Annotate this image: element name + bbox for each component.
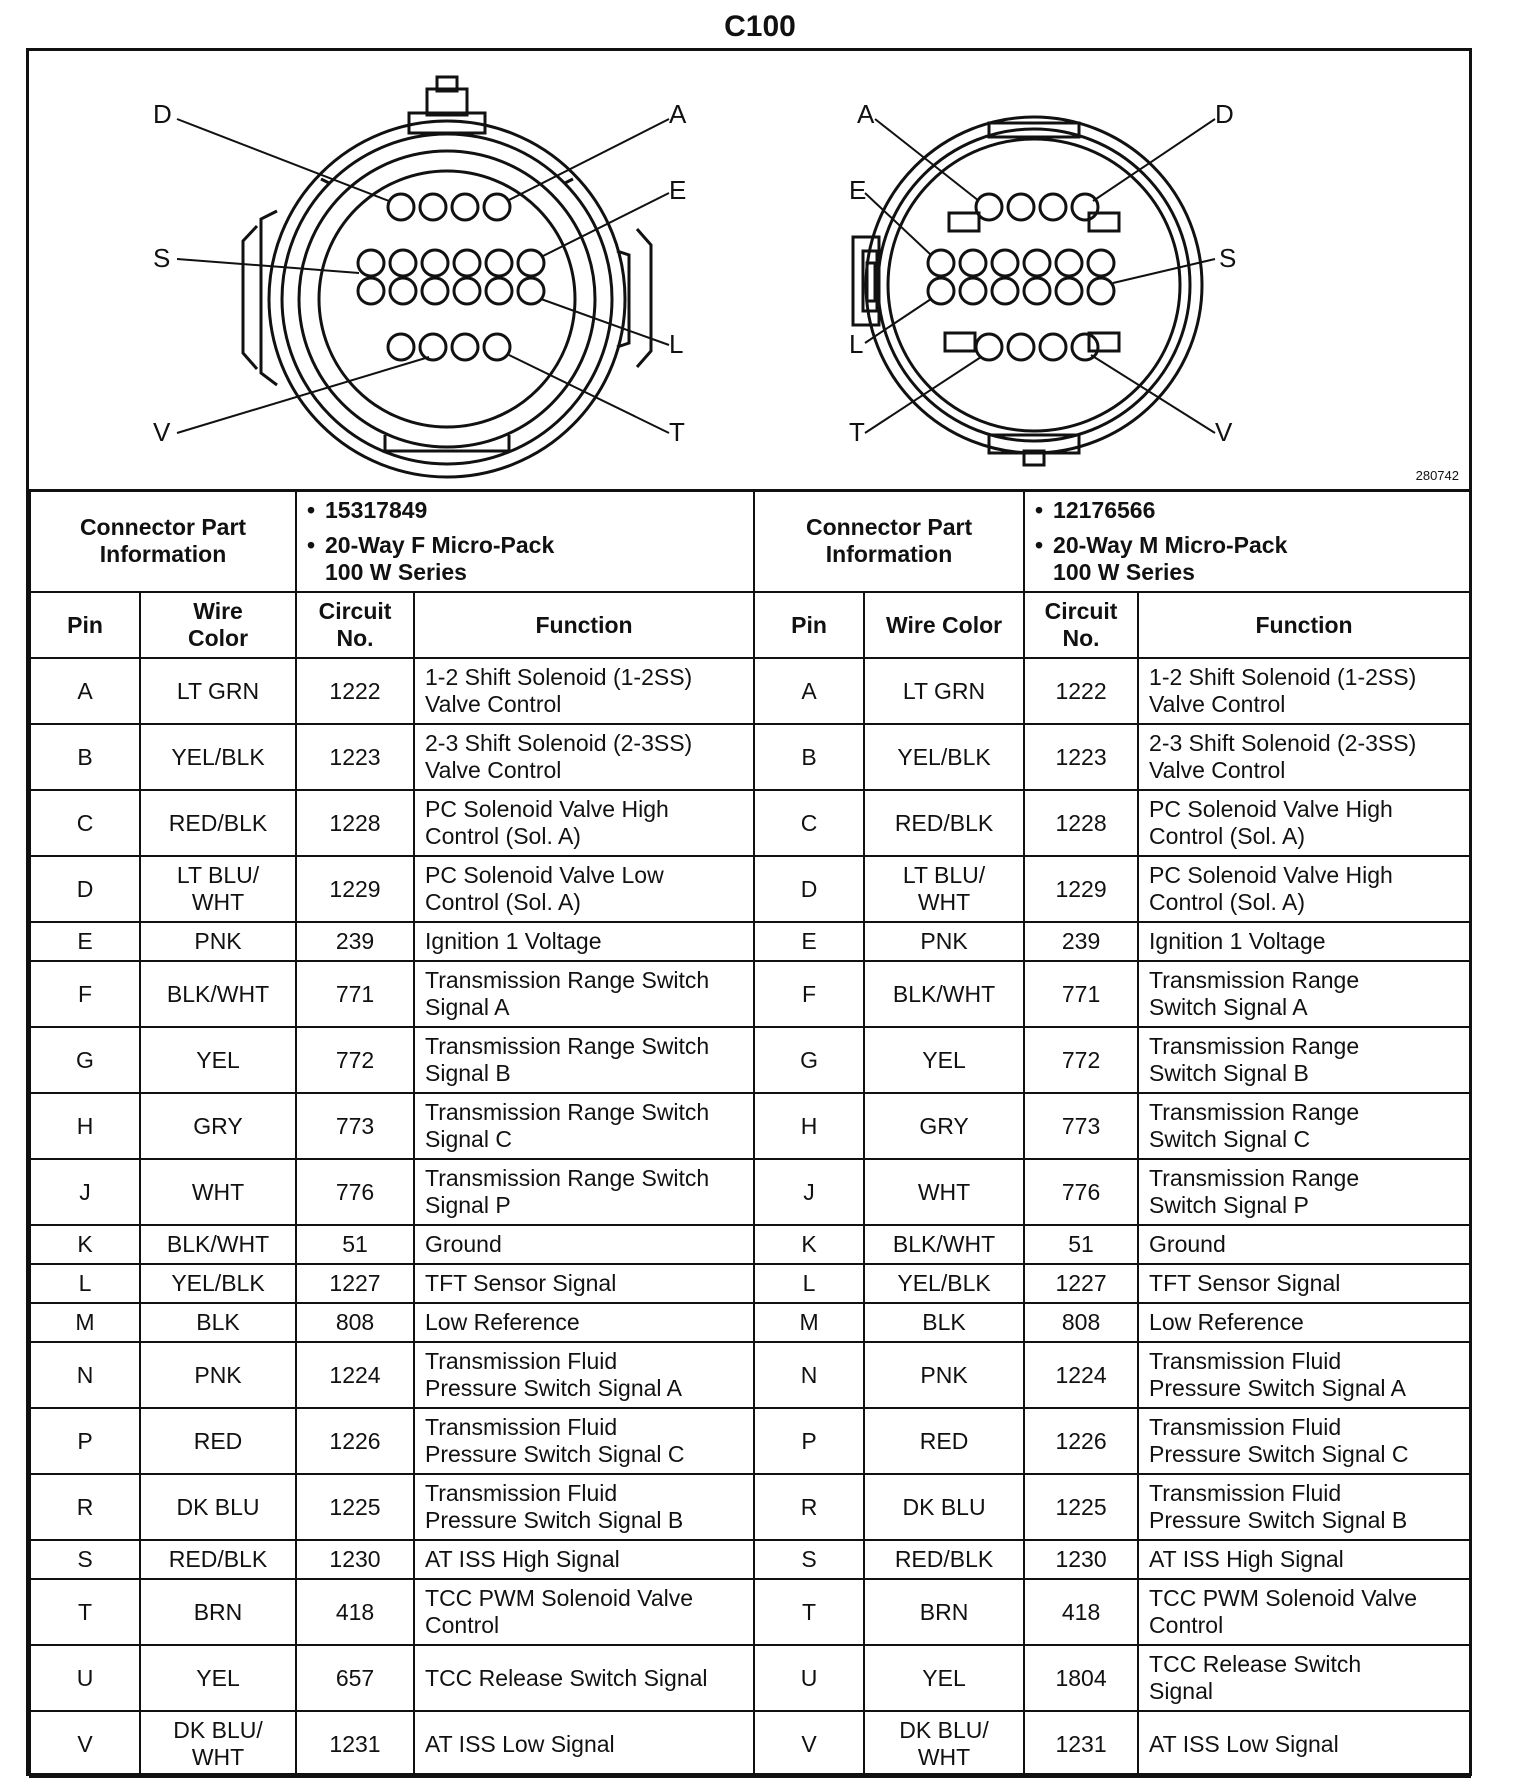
table-row bbox=[30, 1303, 1470, 1342]
right-function-cell: Transmission Range Switch Signal C bbox=[1138, 1093, 1470, 1159]
left-wire-color-cell: RED/BLK bbox=[140, 1540, 296, 1579]
left-wire-color-cell: LT BLU/ WHT bbox=[140, 856, 296, 922]
left-description-line1: 20-Way F Micro-Pack bbox=[325, 531, 555, 558]
left-function-cell: Transmission Fluid Pressure Switch Signal B bbox=[414, 1474, 754, 1540]
left-function-cell: Transmission Fluid Pressure Switch Signal C bbox=[414, 1408, 754, 1474]
table-row bbox=[30, 1474, 1470, 1540]
left-pin-cell: A bbox=[30, 658, 140, 724]
male-label-t: T bbox=[849, 417, 865, 447]
right-function-cell: PC Solenoid Valve High Control (Sol. A) bbox=[1138, 856, 1470, 922]
left-pin-cell: M bbox=[30, 1303, 140, 1342]
right-circuit-cell: 1225 bbox=[1024, 1474, 1138, 1540]
right-wire-color-cell: RED/BLK bbox=[864, 790, 1024, 856]
right-circuit-cell: 1222 bbox=[1024, 658, 1138, 724]
female-label-a: A bbox=[669, 99, 687, 129]
right-wire-color-cell: PNK bbox=[864, 922, 1024, 961]
right-pin-cell: C bbox=[754, 790, 864, 856]
left-function-cell: PC Solenoid Valve Low Control (Sol. A) bbox=[414, 856, 754, 922]
left-wire-color-cell: YEL/BLK bbox=[140, 724, 296, 790]
table-row bbox=[30, 1342, 1470, 1408]
right-circuit-cell: 1230 bbox=[1024, 1540, 1138, 1579]
left-circuit-cell: 771 bbox=[296, 961, 414, 1027]
left-description-line2: 100 W Series bbox=[325, 558, 467, 585]
right-function-cell: TCC PWM Solenoid Valve Control bbox=[1138, 1579, 1470, 1645]
left-wire-color-cell: BLK/WHT bbox=[140, 1225, 296, 1264]
left-pin-cell: K bbox=[30, 1225, 140, 1264]
table-row bbox=[30, 1540, 1470, 1579]
right-description-line2: 100 W Series bbox=[1053, 558, 1195, 585]
left-function-cell: TCC Release Switch Signal bbox=[414, 1645, 754, 1711]
table-row bbox=[30, 1264, 1470, 1303]
pinout-table bbox=[29, 489, 1471, 1778]
male-label-a: A bbox=[857, 99, 875, 129]
table-row bbox=[30, 961, 1470, 1027]
right-circuit-cell: 808 bbox=[1024, 1303, 1138, 1342]
left-circuit-cell: 1222 bbox=[296, 658, 414, 724]
left-circuit-cell: 239 bbox=[296, 922, 414, 961]
left-pin-cell: H bbox=[30, 1093, 140, 1159]
female-label-v: V bbox=[153, 417, 171, 447]
left-circuit-cell: 773 bbox=[296, 1093, 414, 1159]
left-circuit-cell: 772 bbox=[296, 1027, 414, 1093]
table-row bbox=[30, 1027, 1470, 1093]
right-circuit-cell: 1223 bbox=[1024, 724, 1138, 790]
right-function-cell: Transmission Range Switch Signal P bbox=[1138, 1159, 1470, 1225]
left-function-cell: AT ISS Low Signal bbox=[414, 1711, 754, 1777]
right-function-cell: Transmission Range Switch Signal A bbox=[1138, 961, 1470, 1027]
left-wire-color-cell: PNK bbox=[140, 1342, 296, 1408]
right-pin-cell: T bbox=[754, 1579, 864, 1645]
right-wire-color-cell: DK BLU bbox=[864, 1474, 1024, 1540]
right-function-cell: 2-3 Shift Solenoid (2-3SS) Valve Control bbox=[1138, 724, 1470, 790]
right-circuit-cell: 1227 bbox=[1024, 1264, 1138, 1303]
right-circuit-cell: 1231 bbox=[1024, 1711, 1138, 1777]
table-row bbox=[30, 1159, 1470, 1225]
male-label-s: S bbox=[1219, 243, 1237, 273]
right-pin-cell: K bbox=[754, 1225, 864, 1264]
table-row bbox=[30, 922, 1470, 961]
left-function-cell: Transmission Range Switch Signal B bbox=[414, 1027, 754, 1093]
header-pin-right: Pin bbox=[754, 592, 864, 658]
left-wire-color-cell: BLK/WHT bbox=[140, 961, 296, 1027]
right-pin-cell: V bbox=[754, 1711, 864, 1777]
table-row bbox=[30, 1408, 1470, 1474]
left-wire-color-cell: BLK bbox=[140, 1303, 296, 1342]
right-circuit-cell: 771 bbox=[1024, 961, 1138, 1027]
left-pin-cell: P bbox=[30, 1408, 140, 1474]
right-pin-cell: S bbox=[754, 1540, 864, 1579]
header-function: Function bbox=[414, 592, 754, 658]
table-row bbox=[30, 724, 1470, 790]
right-circuit-cell: 1226 bbox=[1024, 1408, 1138, 1474]
right-function-cell: TCC Release Switch Signal bbox=[1138, 1645, 1470, 1711]
header-circuit: Circuit No. bbox=[296, 592, 414, 658]
right-wire-color-cell: YEL/BLK bbox=[864, 1264, 1024, 1303]
right-wire-color-cell: YEL/BLK bbox=[864, 724, 1024, 790]
right-function-cell: PC Solenoid Valve High Control (Sol. A) bbox=[1138, 790, 1470, 856]
left-circuit-cell: 1224 bbox=[296, 1342, 414, 1408]
right-part-info: • 12176566 • 20-Way M Micro-Pack 100 W Series bbox=[1024, 490, 1470, 592]
left-function-cell: Ignition 1 Voltage bbox=[414, 922, 754, 961]
male-label-e: E bbox=[849, 175, 867, 205]
table-row bbox=[30, 1225, 1470, 1264]
right-function-cell: Ground bbox=[1138, 1225, 1470, 1264]
connector-diagram bbox=[29, 51, 1469, 492]
right-circuit-cell: 776 bbox=[1024, 1159, 1138, 1225]
connector-info-row bbox=[30, 490, 1470, 592]
left-pin-cell: L bbox=[30, 1264, 140, 1303]
left-pin-cell: V bbox=[30, 1711, 140, 1777]
female-connector-face bbox=[243, 77, 651, 477]
right-circuit-cell: 1229 bbox=[1024, 856, 1138, 922]
left-circuit-cell: 418 bbox=[296, 1579, 414, 1645]
left-function-cell: TCC PWM Solenoid Valve Control bbox=[414, 1579, 754, 1645]
table-row bbox=[30, 856, 1470, 922]
left-wire-color-cell: RED/BLK bbox=[140, 790, 296, 856]
left-wire-color-cell: BRN bbox=[140, 1579, 296, 1645]
right-pin-cell: H bbox=[754, 1093, 864, 1159]
right-circuit-cell: 772 bbox=[1024, 1027, 1138, 1093]
right-pin-cell: M bbox=[754, 1303, 864, 1342]
right-wire-color-cell: YEL bbox=[864, 1645, 1024, 1711]
right-function-cell: Transmission Fluid Pressure Switch Signal C bbox=[1138, 1408, 1470, 1474]
left-function-cell: Transmission Fluid Pressure Switch Signal A bbox=[414, 1342, 754, 1408]
right-function-cell: 1-2 Shift Solenoid (1-2SS) Valve Control bbox=[1138, 658, 1470, 724]
right-wire-color-cell: LT GRN bbox=[864, 658, 1024, 724]
left-function-cell: 2-3 Shift Solenoid (2-3SS) Valve Control bbox=[414, 724, 754, 790]
left-wire-color-cell: DK BLU bbox=[140, 1474, 296, 1540]
connector-face-views bbox=[29, 51, 1469, 489]
male-label-l: L bbox=[849, 329, 864, 359]
table-row bbox=[30, 1579, 1470, 1645]
right-wire-color-cell: RED bbox=[864, 1408, 1024, 1474]
header-circuit-right: Circuit No. bbox=[1024, 592, 1138, 658]
table-row bbox=[30, 1645, 1470, 1711]
right-pin-cell: N bbox=[754, 1342, 864, 1408]
left-function-cell: AT ISS High Signal bbox=[414, 1540, 754, 1579]
left-circuit-cell: 51 bbox=[296, 1225, 414, 1264]
right-circuit-cell: 418 bbox=[1024, 1579, 1138, 1645]
right-wire-color-cell: PNK bbox=[864, 1342, 1024, 1408]
left-wire-color-cell: PNK bbox=[140, 922, 296, 961]
left-function-cell: Transmission Range Switch Signal C bbox=[414, 1093, 754, 1159]
left-wire-color-cell: LT GRN bbox=[140, 658, 296, 724]
table-row bbox=[30, 658, 1470, 724]
column-header-row bbox=[30, 592, 1470, 658]
right-pin-cell: A bbox=[754, 658, 864, 724]
right-circuit-cell: 1804 bbox=[1024, 1645, 1138, 1711]
right-description-line1: 20-Way M Micro-Pack bbox=[1053, 531, 1288, 558]
left-circuit-cell: 1231 bbox=[296, 1711, 414, 1777]
left-circuit-cell: 1230 bbox=[296, 1540, 414, 1579]
left-pin-cell: C bbox=[30, 790, 140, 856]
left-circuit-cell: 1228 bbox=[296, 790, 414, 856]
left-pin-cell: J bbox=[30, 1159, 140, 1225]
table-row bbox=[30, 1711, 1470, 1777]
left-circuit-cell: 1225 bbox=[296, 1474, 414, 1540]
left-pin-cell: S bbox=[30, 1540, 140, 1579]
right-circuit-cell: 773 bbox=[1024, 1093, 1138, 1159]
left-wire-color-cell: RED bbox=[140, 1408, 296, 1474]
right-pin-cell: F bbox=[754, 961, 864, 1027]
left-circuit-cell: 1227 bbox=[296, 1264, 414, 1303]
header-wire-color: Wire Color bbox=[140, 592, 296, 658]
left-circuit-cell: 776 bbox=[296, 1159, 414, 1225]
male-label-d: D bbox=[1215, 99, 1234, 129]
left-pin-cell: N bbox=[30, 1342, 140, 1408]
left-part-number: 15317849 bbox=[325, 496, 428, 523]
female-label-t: T bbox=[669, 417, 685, 447]
female-connector-pins bbox=[358, 194, 544, 360]
header-function-right: Function bbox=[1138, 592, 1470, 658]
right-function-cell: AT ISS High Signal bbox=[1138, 1540, 1470, 1579]
header-wire-color-right: Wire Color bbox=[864, 592, 1024, 658]
right-pin-cell: L bbox=[754, 1264, 864, 1303]
female-label-d: D bbox=[153, 99, 172, 129]
table-row bbox=[30, 790, 1470, 856]
left-pin-cell: R bbox=[30, 1474, 140, 1540]
right-wire-color-cell: BLK/WHT bbox=[864, 961, 1024, 1027]
male-connector-face bbox=[853, 117, 1202, 465]
female-leader-lines bbox=[177, 119, 669, 433]
left-pin-cell: E bbox=[30, 922, 140, 961]
left-wire-color-cell: YEL bbox=[140, 1027, 296, 1093]
left-pin-cell: B bbox=[30, 724, 140, 790]
right-pin-cell: J bbox=[754, 1159, 864, 1225]
male-connector-pins bbox=[928, 194, 1114, 360]
left-circuit-cell: 1226 bbox=[296, 1408, 414, 1474]
right-function-cell: Transmission Fluid Pressure Switch Signal B bbox=[1138, 1474, 1470, 1540]
left-pin-cell: T bbox=[30, 1579, 140, 1645]
left-circuit-cell: 808 bbox=[296, 1303, 414, 1342]
left-pin-cell: U bbox=[30, 1645, 140, 1711]
right-circuit-cell: 51 bbox=[1024, 1225, 1138, 1264]
table-row bbox=[30, 1093, 1470, 1159]
left-circuit-cell: 657 bbox=[296, 1645, 414, 1711]
right-wire-color-cell: GRY bbox=[864, 1093, 1024, 1159]
header-pin: Pin bbox=[30, 592, 140, 658]
right-wire-color-cell: WHT bbox=[864, 1159, 1024, 1225]
right-function-cell: TFT Sensor Signal bbox=[1138, 1264, 1470, 1303]
left-function-cell: Low Reference bbox=[414, 1303, 754, 1342]
male-label-v: V bbox=[1215, 417, 1233, 447]
right-function-cell: Transmission Range Switch Signal B bbox=[1138, 1027, 1470, 1093]
right-function-cell: Transmission Fluid Pressure Switch Signal A bbox=[1138, 1342, 1470, 1408]
right-pin-cell: R bbox=[754, 1474, 864, 1540]
right-wire-color-cell: RED/BLK bbox=[864, 1540, 1024, 1579]
right-wire-color-cell: DK BLU/ WHT bbox=[864, 1711, 1024, 1777]
left-function-cell: Transmission Range Switch Signal P bbox=[414, 1159, 754, 1225]
left-function-cell: 1-2 Shift Solenoid (1-2SS) Valve Control bbox=[414, 658, 754, 724]
left-function-cell: Ground bbox=[414, 1225, 754, 1264]
left-function-cell: Transmission Range Switch Signal A bbox=[414, 961, 754, 1027]
connector-frame bbox=[26, 48, 1472, 1776]
right-function-cell: Ignition 1 Voltage bbox=[1138, 922, 1470, 961]
right-pin-cell: B bbox=[754, 724, 864, 790]
left-circuit-cell: 1229 bbox=[296, 856, 414, 922]
figure-number: 280742 bbox=[1415, 468, 1459, 483]
left-circuit-cell: 1223 bbox=[296, 724, 414, 790]
left-wire-color-cell: DK BLU/ WHT bbox=[140, 1711, 296, 1777]
left-pin-cell: G bbox=[30, 1027, 140, 1093]
right-pin-cell: G bbox=[754, 1027, 864, 1093]
right-function-cell: AT ISS Low Signal bbox=[1138, 1711, 1470, 1777]
right-wire-color-cell: YEL bbox=[864, 1027, 1024, 1093]
right-circuit-cell: 1228 bbox=[1024, 790, 1138, 856]
female-label-e: E bbox=[669, 175, 687, 205]
right-function-cell: Low Reference bbox=[1138, 1303, 1470, 1342]
left-part-info: • 15317849 • 20-Way F Micro-Pack 100 W Series bbox=[296, 490, 754, 592]
right-info-label: Connector Part Information bbox=[754, 490, 1024, 592]
left-info-label: Connector Part Information bbox=[30, 490, 296, 592]
right-circuit-cell: 1224 bbox=[1024, 1342, 1138, 1408]
female-label-s: S bbox=[153, 243, 171, 273]
right-wire-color-cell: LT BLU/ WHT bbox=[864, 856, 1024, 922]
right-wire-color-cell: BLK/WHT bbox=[864, 1225, 1024, 1264]
right-wire-color-cell: BRN bbox=[864, 1579, 1024, 1645]
left-function-cell: TFT Sensor Signal bbox=[414, 1264, 754, 1303]
right-circuit-cell: 239 bbox=[1024, 922, 1138, 961]
right-pin-cell: E bbox=[754, 922, 864, 961]
female-label-l: L bbox=[669, 329, 684, 359]
left-function-cell: PC Solenoid Valve High Control (Sol. A) bbox=[414, 790, 754, 856]
right-pin-cell: U bbox=[754, 1645, 864, 1711]
page-title: C100 bbox=[724, 10, 796, 43]
right-pin-cell: P bbox=[754, 1408, 864, 1474]
right-part-number: 12176566 bbox=[1053, 496, 1156, 523]
left-pin-cell: D bbox=[30, 856, 140, 922]
left-pin-cell: F bbox=[30, 961, 140, 1027]
right-pin-cell: D bbox=[754, 856, 864, 922]
left-wire-color-cell: YEL bbox=[140, 1645, 296, 1711]
left-wire-color-cell: YEL/BLK bbox=[140, 1264, 296, 1303]
right-wire-color-cell: BLK bbox=[864, 1303, 1024, 1342]
left-wire-color-cell: GRY bbox=[140, 1093, 296, 1159]
left-wire-color-cell: WHT bbox=[140, 1159, 296, 1225]
